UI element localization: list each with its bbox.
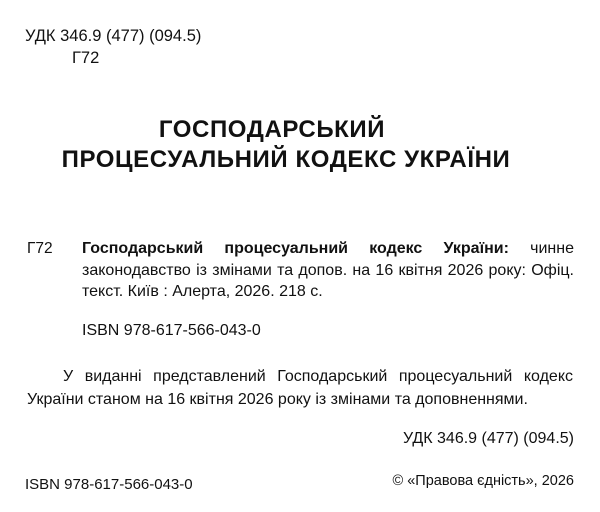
author-mark: Г72	[72, 49, 100, 67]
udk-classification-footer: УДК 346.9 (477) (094.5)	[402, 430, 574, 447]
book-title-line-2: ПРОЦЕСУАЛЬНИЙ КОДЕКС УКРАЇНИ	[61, 146, 511, 173]
bibliographic-details: чинне законодавство із змінами та допов. на 16 квітня 2026 року: Офіц. текст. Київ : Алерта, 2026. 218 с.	[82, 240, 574, 300]
isbn-footer: ISBN 978-617-566-043-0	[25, 476, 193, 493]
bibliographic-description	[82, 238, 574, 303]
book-title-line-1: ГОСПОДАРСЬКИЙ	[158, 116, 386, 143]
bibliographic-author-mark: Г72	[27, 240, 53, 257]
copyright-notice: © «Правова єдність», 2026	[392, 473, 574, 489]
isbn-number: ISBN 978-617-566-043-0	[82, 322, 261, 339]
udk-classification: УДК 346.9 (477) (094.5)	[25, 27, 202, 45]
bibliographic-title: Господарський процесуальний кодекс України:	[82, 240, 509, 257]
annotation-text: У виданні представлений Господарський процесуальний кодекс України станом на 16 квітня 2026 року із змінами та доповненнями.	[27, 368, 573, 408]
